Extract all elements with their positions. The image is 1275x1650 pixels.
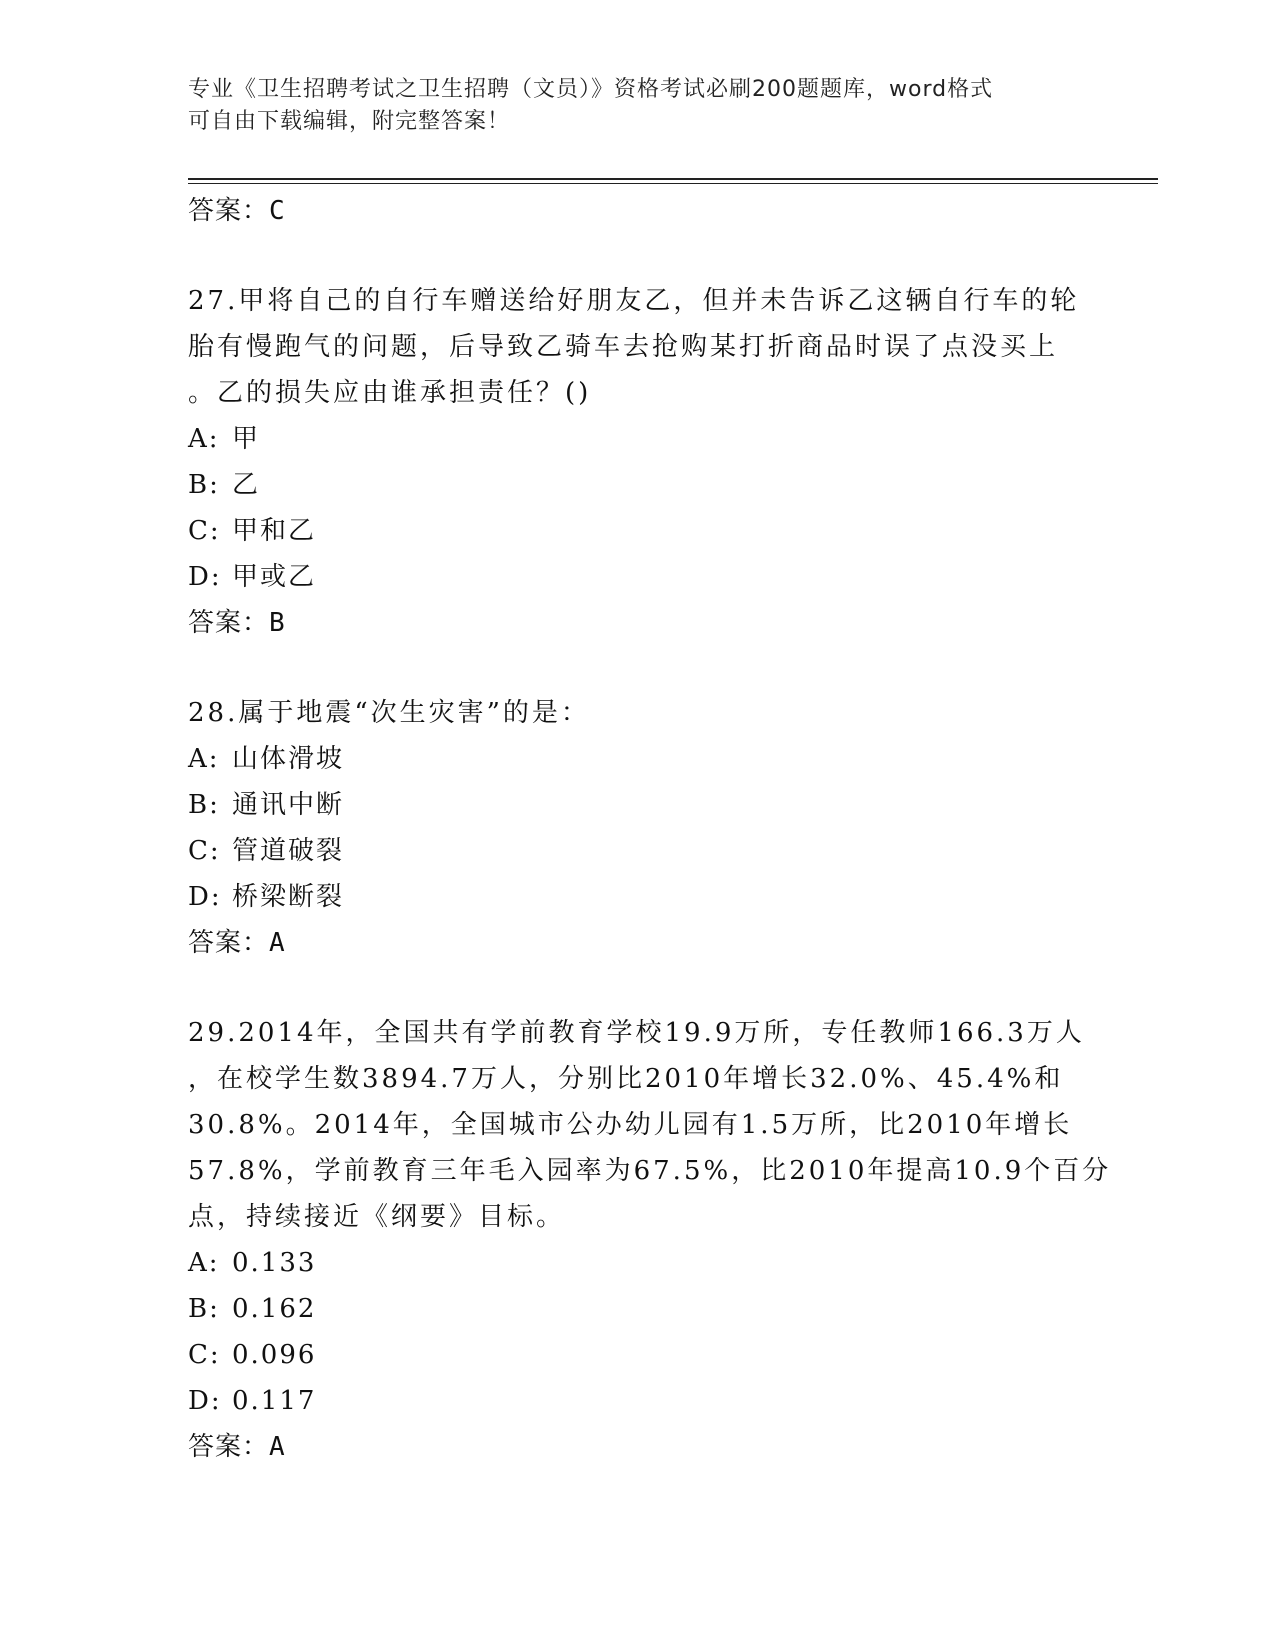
- option-key: C:: [188, 516, 221, 546]
- option-key: C:: [188, 1340, 221, 1370]
- option-key: D:: [188, 882, 222, 912]
- stem-line: 胎有慢跑气的问题，后导致乙骑车去抢购某打折商品时误了点没买上: [188, 332, 1059, 362]
- option-text: 通讯中断: [232, 790, 345, 820]
- option-c: [188, 1332, 1088, 1378]
- stem-line: 57.8%，学前教育三年毛入园率为67.5%，比2010年提高10.9个百分: [188, 1156, 1112, 1186]
- answer-label: 答案：: [188, 608, 270, 638]
- document-body: [188, 188, 1112, 1470]
- question-stem: [188, 690, 1088, 736]
- option-a: [188, 736, 1088, 782]
- option-d: [188, 554, 1088, 600]
- stem-line: 30.8%。2014年，全国城市公办幼儿园有1.5万所，比2010年增长: [188, 1110, 1073, 1140]
- option-text: 0.096: [232, 1340, 317, 1370]
- stem-line: 27.甲将自己的自行车赠送给好朋友乙，但并未告诉乙这辆自行车的轮: [188, 286, 1080, 316]
- option-key: A:: [188, 744, 220, 774]
- header-line-1: 专业《卫生招聘考试之卫生招聘（文员）》资格考试必刷200题题库，word格式: [188, 77, 994, 102]
- option-text: 0.117: [232, 1386, 317, 1416]
- option-text: 甲: [232, 424, 261, 454]
- question-stem: [188, 1010, 1112, 1240]
- option-text: 山体滑坡: [232, 744, 345, 774]
- option-a: [188, 1240, 1088, 1286]
- option-text: 0.162: [232, 1294, 317, 1324]
- answer-value: B: [269, 608, 286, 638]
- stem-line: 29.2014年，全国共有学前教育学校19.9万所，专任教师166.3万人: [188, 1018, 1085, 1048]
- stem-line: 。乙的损失应由谁承担责任？(): [188, 378, 592, 408]
- option-d: [188, 1378, 1088, 1424]
- option-key: A:: [188, 1248, 220, 1278]
- answer-line: [188, 920, 1088, 966]
- question-block: [188, 690, 1088, 966]
- option-a: [188, 416, 1088, 462]
- option-key: C:: [188, 836, 221, 866]
- answer-label: 答案：: [188, 1432, 270, 1462]
- option-text: 甲和乙: [232, 516, 317, 546]
- stem-line: ，在校学生数3894.7万人，分别比2010年增长32.0%、45.4%和: [188, 1064, 1064, 1094]
- header-divider-thin: [188, 183, 1158, 184]
- option-text: 0.133: [232, 1248, 317, 1278]
- option-key: D:: [188, 1386, 222, 1416]
- option-d: [188, 874, 1088, 920]
- option-text: 乙: [232, 470, 261, 500]
- option-text: 管道破裂: [232, 836, 345, 866]
- question-stem: [188, 278, 1088, 416]
- stem-line: 点，持续接近《纲要》目标。: [188, 1202, 566, 1232]
- stem-line: 28.属于地震“次生灾害”的是：: [188, 698, 590, 728]
- option-key: B:: [188, 790, 220, 820]
- option-b: [188, 462, 1088, 508]
- answer-value: A: [269, 1432, 286, 1462]
- answer-line: [188, 188, 1088, 234]
- header-line-2: 可自由下载编辑，附完整答案！: [188, 109, 511, 134]
- question-block: [188, 278, 1088, 646]
- answer-line: [188, 1424, 1088, 1470]
- answer-label: 答案：: [188, 196, 270, 226]
- option-b: [188, 1286, 1088, 1332]
- option-key: B:: [188, 470, 220, 500]
- header-divider: [188, 178, 1158, 180]
- document-header: [188, 74, 1068, 138]
- option-c: [188, 828, 1088, 874]
- answer-value: A: [269, 928, 286, 958]
- option-c: [188, 508, 1088, 554]
- option-key: A:: [188, 424, 220, 454]
- answer-value: C: [269, 196, 286, 226]
- option-key: B:: [188, 1294, 220, 1324]
- option-b: [188, 782, 1088, 828]
- option-key: D:: [188, 562, 222, 592]
- answer-label: 答案：: [188, 928, 270, 958]
- question-block: [188, 1010, 1112, 1470]
- answer-line: [188, 600, 1088, 646]
- option-text: 甲或乙: [232, 562, 317, 592]
- option-text: 桥梁断裂: [232, 882, 345, 912]
